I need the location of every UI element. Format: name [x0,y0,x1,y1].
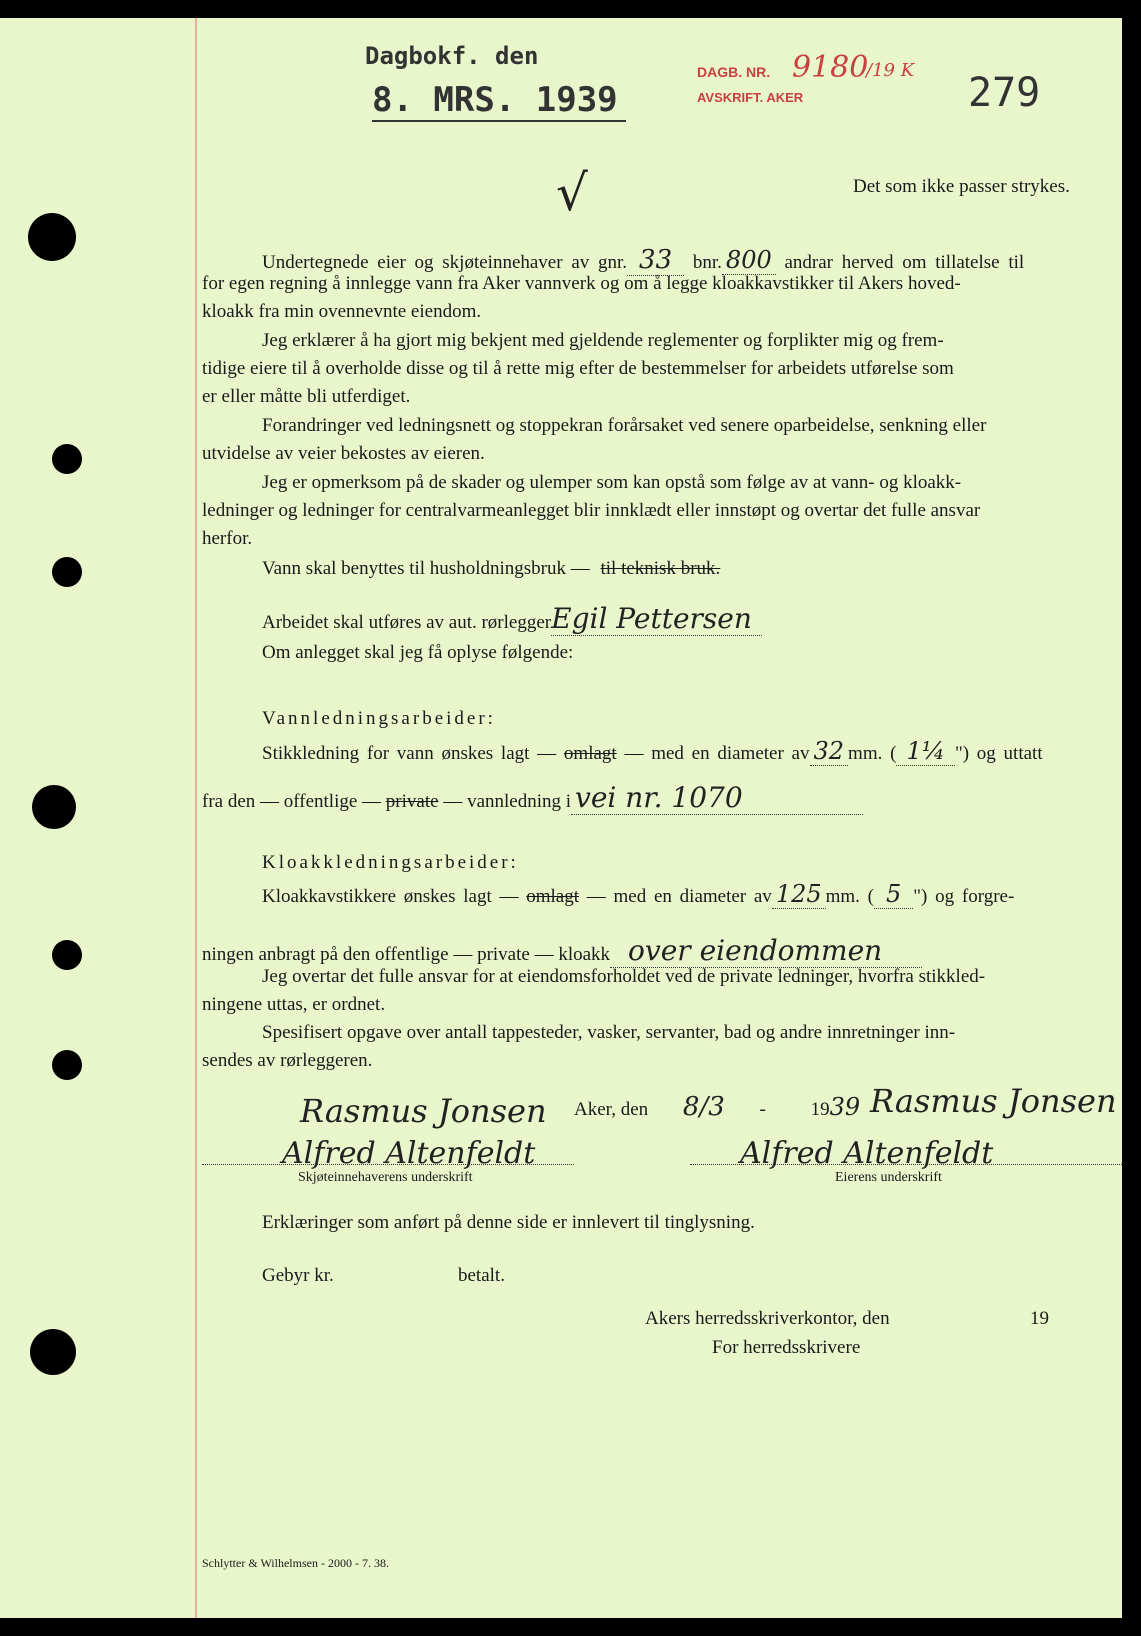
usage-struck: til teknisk bruk. [600,558,721,579]
signature-right-2: Alfred Altenfeldt [740,1136,994,1171]
plumber-name: Egil Pettersen [551,602,762,636]
sign-date: 8/3 [682,1092,725,1122]
para4-line1: Jeg overtar det fulle ansvar for at eiendomsforholdet ved de private ledninger, hvorfra stikkled- [262,966,986,987]
intro-line3: kloakk fra min ovennevnte eiendom. [202,301,482,322]
margin-rule [195,18,197,1618]
year-suffix: 39 [829,1093,861,1121]
punch-hole [32,785,76,829]
sewer-diameter-mm: 125 [772,880,826,909]
red-stamp-suffix: /19 K [866,60,915,81]
sewer-heading: Kloakkledningsarbeider: [262,852,519,873]
punch-hole [30,1329,76,1375]
water-diameter-mm: 32 [810,737,849,766]
usage-text: Vann skal benyttes til husholdningsbruk — [262,558,590,579]
sewer-line2 [202,934,922,967]
water-text-b: — med en diameter av [624,743,810,764]
bnr-value: 800 [722,246,776,275]
intro-line1 [262,245,1024,275]
red-stamp-line2: AVSKRIFT. AKER [697,90,804,105]
water-text-f: — vannledning i [443,791,572,812]
plumber-label: Arbeidet skal utføres av aut. rørlegger [262,612,552,633]
sewer-text-c: mm. ( [825,886,875,907]
para1-line3: er eller måtte bli utferdiget. [202,386,411,407]
para4-line2: ningene uttas, er ordnet. [202,994,386,1015]
page-number: 279 [968,70,1041,116]
fee-paid: betalt. [458,1265,505,1286]
water-struck-private: private [385,791,439,812]
sewer-text-b: — med en diameter av [586,886,772,907]
sewer-diameter-in: 5 [874,880,913,909]
declaration: Erklæringer som anført på denne side er innlevert til tinglysning. [262,1212,755,1233]
water-diameter-in: 1¼ [896,737,955,766]
usage-line [262,558,720,580]
sewer-struck: omlagt [526,886,580,907]
para1-line2: tidige eiere til å overholde disse og til å rette mig efter de bestemmelser for arbeidets utførelse som [202,358,954,379]
year-prefix: 19 [810,1099,830,1120]
sewer-line1 [262,880,1014,908]
office-year: 19 [1030,1308,1049,1329]
caption-left: Skjøteinnehaverens underskrift [298,1170,473,1185]
water-text-a: Stikkledning for vann ønskes lagt — [262,743,557,764]
place-label: Aker, den [574,1099,649,1120]
water-text-c: mm. ( [848,743,897,764]
para3-line2: ledninger og ledninger for centralvarmeanlegget blir innklædt eller innstøpt og overtar det fulle ansvar [202,500,981,521]
para1-line1: Jeg erklærer å ha gjort mig bekjent med gjeldende reglementer og forplikter mig og frem- [262,330,944,351]
intro-text-b: bnr. [692,252,722,273]
sewer-text-e: ningen anbragt på den offentlige — private — kloakk [202,944,611,965]
water-heading: Vannledningsarbeider: [262,708,496,729]
punch-hole [52,557,82,587]
place-date [574,1092,860,1122]
para3-line1: Jeg er opmerksom på de skader og ulemper som kan opstå som følge av at vann- og kloakk- [262,472,962,493]
sewer-text-d: ") og forgre- [913,886,1015,907]
gnr-value: 33 [627,245,684,276]
for-clerk: For herredsskrivere [712,1337,861,1358]
para2-line2: utvidelse av veier bekostes av eieren. [202,443,485,464]
punch-hole [52,444,82,474]
water-text-e: fra den — offentlige — [202,791,382,812]
check-mark: √ [556,164,588,222]
printer-imprint: Schlytter & Wilhelmsen - 2000 - 7. 38. [202,1556,389,1570]
signature-right-1: Rasmus Jonsen [870,1082,1117,1120]
inform-line: Om anlegget skal jeg få oplyse følgende: [262,642,574,663]
intro-text-c: andrar herved om tillatelse til [784,252,1025,273]
signature-left-2: Alfred Altenfeldt [282,1136,536,1171]
signature-left-1: Rasmus Jonsen [300,1092,547,1130]
signature-line-left [202,1164,574,1165]
caption-right: Eierens underskrift [835,1170,942,1185]
water-location: vei nr. 1070 [571,781,863,815]
punch-hole [52,1050,82,1080]
water-struck: omlagt [563,743,617,764]
para5-line2: sendes av rørleggeren. [202,1050,373,1071]
sewer-location: over eiendommen [610,934,922,968]
dagbok-label: Dagbokf. den [365,42,539,70]
water-line1 [262,737,1043,765]
intro-text-a: Undertegnede eier og skjøteinnehaver av gnr. [262,252,628,273]
fee-label: Gebyr kr. [262,1265,334,1286]
signature-line-right [690,1164,1122,1165]
intro-line2: for egen regning å innlegge vann fra Aker vannverk og om å legge kloakkavstikker til Akers hoved- [202,273,961,294]
para5-line1: Spesifisert opgave over antall tappesteder, vasker, servanter, bad og andre innretninger inn- [262,1022,956,1043]
para2-line1: Forandringer ved ledningsnett og stoppekran forårsaket ved senere oparbeidelse, senkning eller [262,415,987,436]
office-line: Akers herredsskriverkontor, den [645,1308,890,1329]
plumber-line [262,602,762,635]
strike-note: Det som ikke passer strykes. [853,176,1070,197]
water-line2 [202,781,863,814]
para3-line3: herfor. [202,528,253,549]
punch-hole [52,940,82,970]
red-stamp-label: DAGB. NR. [697,64,771,80]
date-dash: - [759,1099,766,1120]
red-stamp-number: 9180 [792,50,869,85]
punch-hole [28,213,76,261]
water-text-d: ") og uttatt [954,743,1043,764]
dagbok-date: 8. MRS. 1939 [372,80,626,122]
sewer-text-a: Kloakkavstikkere ønskes lagt — [262,886,519,907]
